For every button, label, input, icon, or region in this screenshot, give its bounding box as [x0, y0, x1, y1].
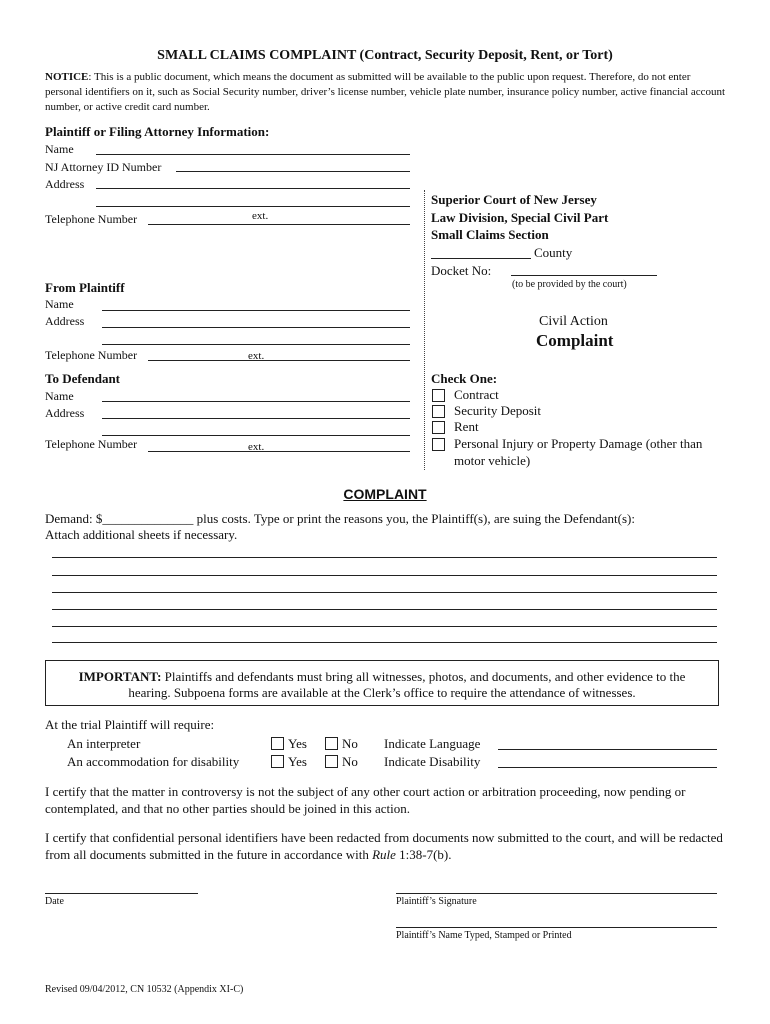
- interpreter-label: An interpreter: [67, 736, 141, 751]
- defendant-address-field-2[interactable]: [102, 435, 410, 436]
- plaintiff-address-label: Address: [45, 314, 85, 328]
- notice-text: : This is a public document, which means the document as submitted will be available to the public upon request. Therefore, do not enter personal identifiers on it, such as Social Security number, driver’s license number, vehicle plate number, insurance policy number, active financial account number, or active credit card number.: [45, 71, 726, 113]
- disability-no-label: No: [342, 754, 358, 769]
- docket-note: (to be provided by the court): [512, 279, 627, 290]
- defendant-address-field-1[interactable]: [102, 418, 410, 419]
- attorney-id-field[interactable]: [176, 171, 410, 172]
- reason-line-4[interactable]: [52, 609, 717, 610]
- option-personal-injury-label-cont: motor vehicle): [454, 453, 531, 468]
- court-line1: Superior Court of New Jersey: [431, 192, 597, 207]
- plaintiff-telephone-field[interactable]: [148, 360, 410, 361]
- option-personal-injury-label: Personal Injury or Property Damage (other than: [454, 436, 703, 451]
- disability-no-checkbox[interactable]: [325, 755, 338, 768]
- signature-label: Plaintiff’s Signature: [396, 896, 477, 907]
- defendant-name-field[interactable]: [102, 401, 410, 402]
- option-contract-label: Contract: [454, 387, 499, 402]
- defendant-name-label: Name: [45, 389, 74, 403]
- disability-label: An accommodation for disability: [67, 754, 240, 769]
- plaintiff-name-label: Name: [45, 297, 74, 311]
- certify-rule: Rule: [372, 847, 396, 862]
- check-one-heading: Check One:: [431, 371, 498, 386]
- civil-action-label: Civil Action: [539, 314, 608, 329]
- attorney-address-field-2[interactable]: [96, 206, 410, 207]
- plaintiff-attorney-heading: Plaintiff or Filing Attorney Information:: [45, 124, 270, 139]
- defendant-address-label: Address: [45, 406, 85, 420]
- interpreter-yes-checkbox[interactable]: [271, 737, 284, 750]
- disability-yes-checkbox[interactable]: [271, 755, 284, 768]
- important-box: [45, 660, 719, 706]
- checkbox-rent[interactable]: [432, 421, 445, 434]
- checkbox-personal-injury[interactable]: [432, 438, 445, 451]
- important-line2: hearing. Subpoena forms are available at the Clerk’s office to require the attendance of witnesses.: [128, 685, 636, 700]
- revision-footer: Revised 09/04/2012, CN 10532 (Appendix XI-C): [45, 984, 244, 995]
- important-label: IMPORTANT:: [78, 669, 162, 684]
- interpreter-yes-label: Yes: [288, 736, 307, 751]
- plaintiff-address-field-2[interactable]: [102, 344, 410, 345]
- attorney-telephone-label: Telephone Number: [45, 212, 138, 226]
- reason-line-5[interactable]: [52, 626, 717, 627]
- plaintiff-name-field[interactable]: [102, 310, 410, 311]
- complaint-label: Complaint: [536, 331, 614, 350]
- court-line2: Law Division, Special Civil Part: [431, 210, 609, 225]
- court-box-divider: [424, 190, 425, 470]
- reason-line-6[interactable]: [52, 642, 717, 643]
- attorney-telephone-field[interactable]: [148, 224, 410, 225]
- county-field[interactable]: [431, 258, 531, 259]
- notice-label: NOTICE: [45, 71, 89, 83]
- attorney-address-field-1[interactable]: [96, 188, 410, 189]
- date-label: Date: [45, 896, 64, 907]
- plaintiff-ext-label: ext.: [248, 350, 265, 362]
- attorney-id-label: NJ Attorney ID Number: [45, 160, 162, 174]
- defendant-telephone-label: Telephone Number: [45, 437, 138, 451]
- reason-line-3[interactable]: [52, 592, 717, 593]
- plaintiff-telephone-label: Telephone Number: [45, 348, 138, 362]
- certify-no-other-action: I certify that the matter in controversy is not the subject of any other court action or arbitration proceeding, now pending or contemplated, and that no other parties should be joined in this action.: [45, 784, 686, 816]
- certify-redacted: [45, 829, 725, 863]
- plaintiff-address-field-1[interactable]: [102, 327, 410, 328]
- indicate-disability-field[interactable]: [498, 767, 717, 768]
- defendant-ext-label: ext.: [248, 441, 265, 453]
- attorney-address-label: Address: [45, 177, 85, 191]
- defendant-telephone-field[interactable]: [148, 451, 410, 452]
- attorney-name-label: Name: [45, 142, 74, 156]
- checkbox-contract[interactable]: [432, 389, 445, 402]
- from-plaintiff-heading: From Plaintiff: [45, 280, 125, 295]
- docket-label: Docket No:: [431, 263, 492, 278]
- court-line3: Small Claims Section: [431, 227, 549, 242]
- interpreter-no-label: No: [342, 736, 358, 751]
- attorney-name-field[interactable]: [96, 154, 410, 155]
- checkbox-security-deposit[interactable]: [432, 405, 445, 418]
- important-line1: [46, 669, 718, 685]
- indicate-disability-label: Indicate Disability: [384, 754, 481, 769]
- important-text1: Plaintiffs and defendants must bring all witnesses, photos, and documents, and other evidence to the: [161, 669, 686, 684]
- option-security-deposit-label: Security Deposit: [454, 403, 542, 418]
- indicate-language-label: Indicate Language: [384, 736, 481, 751]
- reason-line-1[interactable]: [52, 557, 717, 558]
- attorney-ext-label: ext.: [252, 210, 269, 222]
- notice: [45, 70, 730, 115]
- plaintiff-name-printed-field[interactable]: [396, 927, 717, 928]
- complaint-heading: COMPLAINT: [343, 486, 427, 502]
- reason-line-2[interactable]: [52, 575, 717, 576]
- signature-field[interactable]: [396, 893, 717, 894]
- certify-rule-number: 1:38-7(b).: [395, 847, 452, 862]
- disability-yes-label: Yes: [288, 754, 307, 769]
- indicate-language-field[interactable]: [498, 749, 717, 750]
- docket-field[interactable]: [511, 275, 657, 276]
- certify-redacted-text: I certify that confidential personal identifiers have been redacted from documents now submitted to the court, and will be redacted from all documents submitted in the future in accordance with: [45, 830, 723, 862]
- demand-line[interactable]: Demand: $______________ plus costs. Type or print the reasons you, the Plaintiff(s), are suing the Defendant(s):: [45, 511, 636, 526]
- to-defendant-heading: To Defendant: [45, 371, 121, 386]
- trial-heading: At the trial Plaintiff will require:: [45, 717, 215, 732]
- county-label: County: [534, 245, 573, 260]
- interpreter-no-checkbox[interactable]: [325, 737, 338, 750]
- attach-line: Attach additional sheets if necessary.: [45, 527, 238, 542]
- form-title: SMALL CLAIMS COMPLAINT (Contract, Security Deposit, Rent, or Tort): [157, 48, 613, 63]
- option-rent-label: Rent: [454, 419, 479, 434]
- plaintiff-name-printed-label: Plaintiff’s Name Typed, Stamped or Printed: [396, 930, 572, 941]
- date-field[interactable]: [45, 893, 198, 894]
